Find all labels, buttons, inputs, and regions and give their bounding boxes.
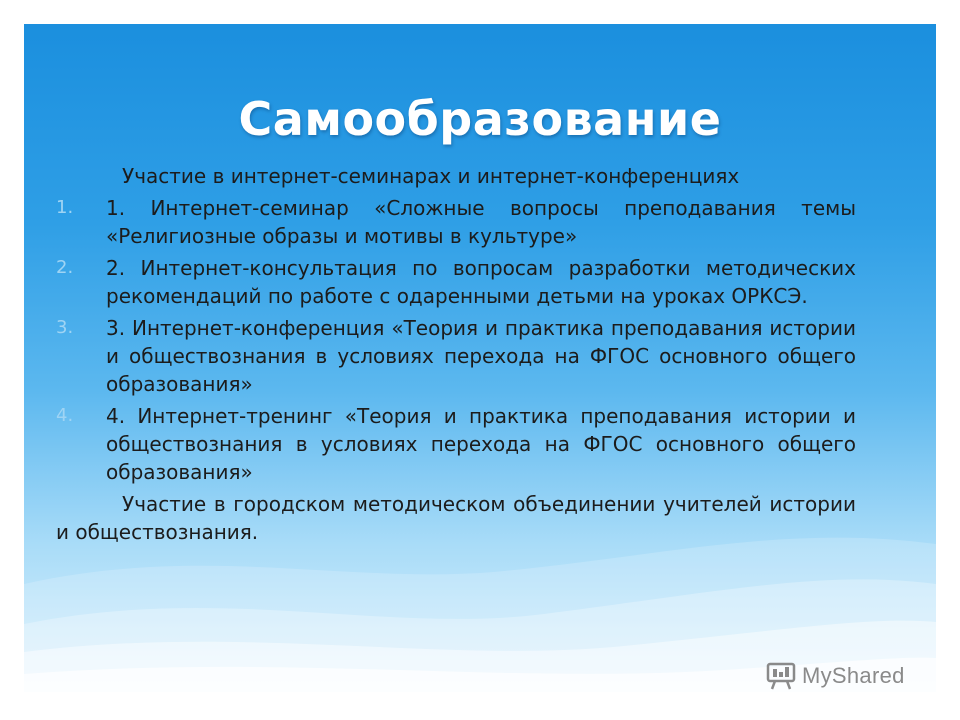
slide-body	[56, 162, 856, 546]
list-item-text: 3. Интернет-конференция «Теория и практика преподавания истории и обществознания в условиях перехода на ФГОС основного общего образования»	[106, 316, 856, 396]
slide-title: Самообразование	[238, 92, 722, 146]
watermark-text: MyShared	[802, 663, 905, 688]
list-item-text: 4. Интернет-тренинг «Теория и практика преподавания истории и обществознания в условиях перехода на ФГОС основного общего образования»	[106, 404, 856, 484]
list-item-text: 1. Интернет-семинар «Сложные вопросы преподавания темы «Религиозные образы и мотивы в культуре»	[106, 196, 856, 248]
list-marker: 1.	[56, 197, 74, 218]
intro-text: Участие в интернет-семинарах и интернет-конференциях	[122, 164, 740, 188]
list-item	[56, 254, 856, 310]
list-item	[56, 194, 856, 250]
list-marker: 2.	[56, 257, 74, 278]
list-item	[56, 314, 856, 398]
list-item	[56, 402, 856, 486]
list-marker: 4.	[56, 405, 74, 426]
presentation-board-icon	[766, 661, 796, 691]
list-item-text: 2. Интернет-консультация по вопросам разработки методических рекомендаций по работе с одаренными детьми на уроках ОРКСЭ.	[106, 256, 856, 308]
closing-text: Участие в городском методическом объединении учителей истории и обществознания.	[56, 492, 856, 544]
myshared-watermark[interactable]	[766, 656, 905, 696]
list-marker: 3.	[56, 317, 74, 338]
